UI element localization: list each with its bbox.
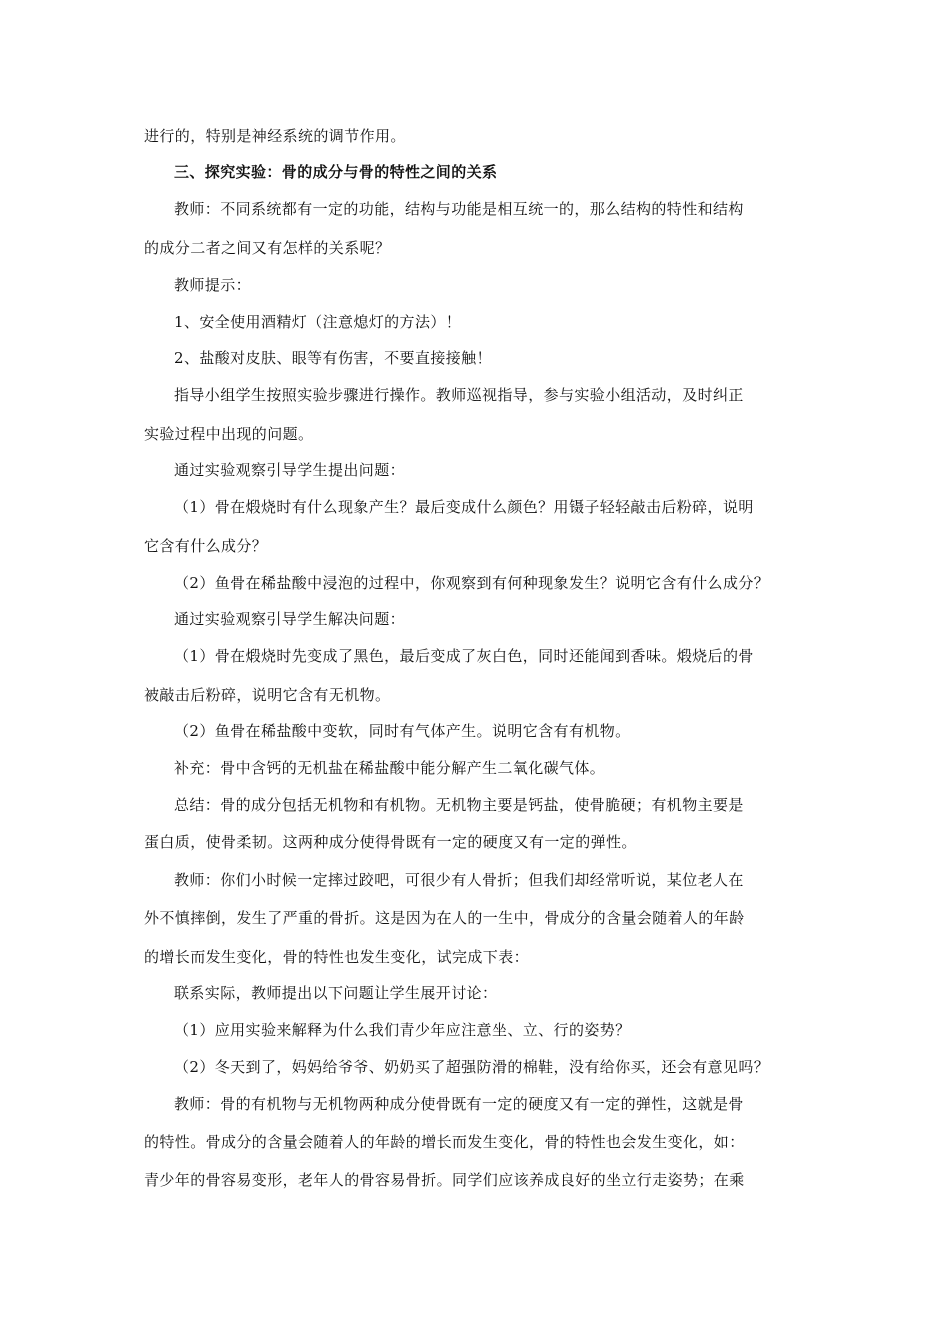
paragraph-line: 的特性。骨成分的含量会随着人的年龄的增长而发生变化，骨的特性也会发生变化，如： (144, 1133, 745, 1151)
paragraph-line: 补充：骨中含钙的无机盐在稀盐酸中能分解产生二氧化碳气体。 (174, 759, 606, 777)
paragraph-line: 指导小组学生按照实验步骤进行操作。教师巡视指导，参与实验小组活动，及时纠正 (174, 386, 744, 404)
paragraph-line: 蛋白质，使骨柔韧。这两种成分使得骨既有一定的硬度又有一定的弹性。 (144, 833, 637, 851)
paragraph-line: 教师：骨的有机物与无机物两种成分使骨既有一定的硬度又有一定的弹性，这就是骨 (174, 1095, 744, 1113)
paragraph-line: 进行的，特别是神经系统的调节作用。 (144, 127, 406, 145)
paragraph-line: 实验过程中出现的问题。 (144, 425, 314, 443)
question-item: （1）应用实验来解释为什么我们青少年应注意坐、立、行的姿势？ (174, 1021, 631, 1039)
paragraph-line: 它含有什么成分？ (144, 537, 268, 555)
paragraph-line: 教师提示： (174, 276, 252, 294)
section-heading: 三、探究实验：骨的成分与骨的特性之间的关系 (174, 163, 498, 181)
paragraph-line: 被敲击后粉碎，说明它含有无机物。 (144, 686, 391, 704)
question-item: （2）鱼骨在稀盐酸中浸泡的过程中，你观察到有何种现象发生？说明它含有什么成分？ (174, 574, 770, 592)
question-item: （1）骨在煅烧时有什么现象产生？最后变成什么颜色？用镊子轻轻敲击后粉碎，说明 (174, 498, 754, 516)
paragraph-line: 的成分二者之间又有怎样的关系呢？ (144, 239, 391, 257)
paragraph-line: 通过实验观察引导学生解决问题： (174, 610, 406, 628)
answer-item: （1）骨在煅烧时先变成了黑色，最后变成了灰白色，同时还能闻到香味。煅烧后的骨 (174, 647, 754, 665)
paragraph-line: 教师：不同系统都有一定的功能，结构与功能是相互统一的，那么结构的特性和结构 (174, 200, 744, 218)
paragraph-line: 的增长而发生变化，骨的特性也发生变化，试完成下表： (144, 948, 530, 966)
paragraph-line: 教师：你们小时候一定摔过跤吧，可很少有人骨折；但我们却经常听说，某位老人在 (174, 871, 744, 889)
paragraph-line: 通过实验观察引导学生提出问题： (174, 461, 406, 479)
answer-item: （2）鱼骨在稀盐酸中变软，同时有气体产生。说明它含有有机物。 (174, 722, 631, 740)
list-item: 2、盐酸对皮肤、眼等有伤害，不要直接接触！ (174, 349, 492, 367)
paragraph-line: 外不慎摔倒，发生了严重的骨折。这是因为在人的一生中，骨成分的含量会随着人的年龄 (144, 909, 745, 927)
list-item: 1、安全使用酒精灯（注意熄灯的方法）！ (174, 313, 462, 331)
paragraph-line: 总结：骨的成分包括无机物和有机物。无机物主要是钙盐，使骨脆硬；有机物主要是 (174, 796, 744, 814)
paragraph-line: 青少年的骨容易变形，老年人的骨容易骨折。同学们应该养成良好的坐立行走姿势；在乘 (144, 1171, 745, 1189)
question-item: （2）冬天到了，妈妈给爷爷、奶奶买了超强防滑的棉鞋，没有给你买，还会有意见吗？ (174, 1058, 770, 1076)
paragraph-line: 联系实际，教师提出以下问题让学生展开讨论： (174, 984, 498, 1002)
